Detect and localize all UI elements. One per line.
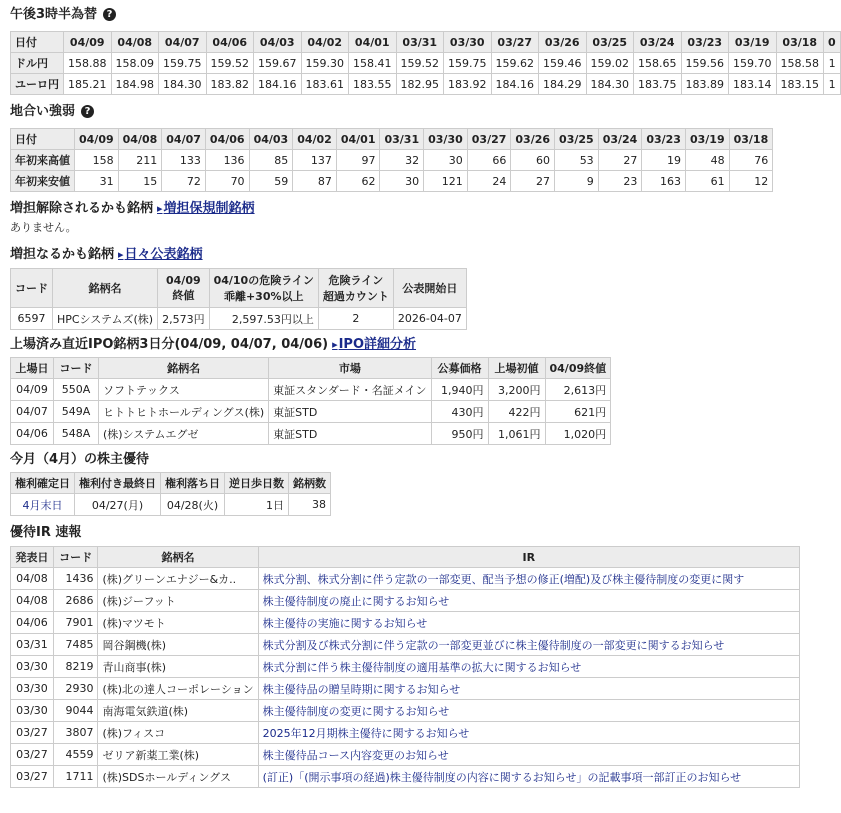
cell-value: 59 (249, 171, 293, 192)
margin-add-title: 増担なるかも銘柄▸ 日々公表銘柄 (10, 246, 770, 264)
date-header: 04/09 (75, 129, 119, 150)
column-header: 銘柄名 (98, 547, 258, 568)
cell-value: 133 (162, 150, 206, 171)
cell-value: 24 (467, 171, 511, 192)
table-row (11, 744, 800, 766)
cell-value: 03/31 (11, 634, 54, 656)
ipo-title: 上場済み直近IPO銘柄3日分(04/09, 04/07, 04/06)▸ IPO詳細分析 (10, 336, 770, 354)
ir-link[interactable]: 株主優待制度の廃止に関するお知らせ (258, 590, 799, 612)
cell-value: 184.16 (491, 74, 539, 95)
header-row (11, 547, 800, 568)
header-row (11, 269, 467, 308)
cell-value: 76 (729, 150, 773, 171)
table-row (11, 401, 611, 423)
cell-value: 1436 (53, 568, 98, 590)
column-header: IR (258, 547, 799, 568)
cell-value: 184.98 (111, 74, 159, 95)
cell-value: 1711 (53, 766, 98, 788)
cell-value: 19 (642, 150, 686, 171)
table-row (11, 700, 800, 722)
column-header: 権利付き最終日 (75, 473, 161, 494)
ir-link[interactable]: 株式分割及び株式分割に伴う定款の一部変更並びに株主優待制度の一部変更に関するお知らせ (258, 634, 799, 656)
cell-value: 27 (511, 171, 555, 192)
cell-value: 182.95 (396, 74, 444, 95)
row-header-date: 日付 (11, 129, 75, 150)
cell-value: 3807 (53, 722, 98, 744)
cell-value: 1 (824, 53, 841, 74)
cell-value[interactable]: HPCシステムズ(株) (53, 308, 158, 330)
yutai-title: 今月（4月）の株主優待 (10, 452, 150, 467)
cell-value[interactable]: (株)システムエグゼ (99, 423, 269, 445)
cell-value[interactable]: 岡谷鋼機(株) (98, 634, 258, 656)
cell-value: 184.30 (586, 74, 634, 95)
column-header: 公表開始日 (393, 269, 466, 308)
ir-link[interactable]: 株主優待品コース内容変更のお知らせ (258, 744, 799, 766)
ir-link[interactable]: (訂正)「(開示事項の経過)株主優待制度の内容に関するお知らせ」の記載事項一部訂正のお知らせ (258, 766, 799, 788)
cell-value: 03/30 (11, 700, 54, 722)
cell-value: 183.92 (444, 74, 492, 95)
cell-value: 27 (598, 150, 642, 171)
cell-value: 7901 (53, 612, 98, 634)
ipo-analysis-link[interactable]: ▸ IPO詳細分析 (332, 337, 416, 352)
cell-value: 184.29 (539, 74, 587, 95)
date-header: 03/31 (380, 129, 424, 150)
cell-value: 61 (685, 171, 729, 192)
cell-value: 53 (555, 150, 599, 171)
table-row (11, 656, 800, 678)
cell-value: 1,940円 (431, 379, 488, 401)
date-header: 03/30 (424, 129, 468, 150)
cell-value: 3,200円 (488, 379, 545, 401)
cell-value: 04/09 (11, 379, 54, 401)
cell-value: 1日 (225, 494, 289, 516)
cell-value: 183.14 (729, 74, 777, 95)
cell-value: 04/27(月) (75, 494, 161, 516)
cell-value[interactable]: 4月末日 (11, 494, 75, 516)
cell-value: 183.89 (681, 74, 729, 95)
column-header: 危険ライン 超過カウント (318, 269, 393, 308)
date-header: 03/27 (467, 129, 511, 150)
table-row (11, 308, 467, 330)
cell-value: 31 (75, 171, 119, 192)
cell-value: 東証STD (269, 401, 431, 423)
date-header: 0 (824, 32, 841, 53)
row-label: ユーロ円 (11, 74, 64, 95)
column-header: 銘柄名 (99, 358, 269, 379)
yutai-table (10, 472, 331, 516)
fx-table (10, 31, 841, 95)
date-header: 04/08 (118, 129, 162, 150)
fx-section-title: 午後3時半為替 ? (10, 6, 770, 24)
cell-value: 430円 (431, 401, 488, 423)
cell-value: 184.30 (159, 74, 207, 95)
cell-value: 183.82 (206, 74, 254, 95)
table-row (11, 171, 773, 192)
cell-value[interactable]: (株)SDSホールディングス (98, 766, 258, 788)
date-header: 04/02 (301, 32, 349, 53)
date-header: 03/18 (729, 129, 773, 150)
cell-value: 158.41 (349, 53, 397, 74)
cell-value[interactable]: (株)マツモト (98, 612, 258, 634)
cell-value: 159.46 (539, 53, 587, 74)
cell-value: 04/07 (11, 401, 54, 423)
cell-value: 04/08 (11, 590, 54, 612)
cell-value: 422円 (488, 401, 545, 423)
strength-section-title: 地合い強弱 ? (10, 103, 770, 121)
margin-release-empty: ありません。 (10, 221, 77, 234)
cell-value: 38 (289, 494, 331, 516)
table-row (11, 678, 800, 700)
ir-link[interactable]: 株式分割、株式分割に伴う定款の一部変更、配当予想の修正(増配)及び株主優待制度の変更に関す (258, 568, 799, 590)
date-header: 03/26 (539, 32, 587, 53)
table-row (11, 494, 331, 516)
cell-value: 03/27 (11, 744, 54, 766)
date-header: 03/19 (729, 32, 777, 53)
column-header: 04/10の危険ライン 乖離+30%以上 (209, 269, 318, 308)
date-header: 04/01 (349, 32, 397, 53)
cell-value: 60 (511, 150, 555, 171)
table-row (11, 379, 611, 401)
cell-value: 2026-04-07 (393, 308, 466, 330)
cell-value: 85 (249, 150, 293, 171)
cell-value: 70 (205, 171, 249, 192)
cell-value[interactable]: (株)グリーンエナジー&カ.. (98, 568, 258, 590)
cell-value: 159.67 (254, 53, 302, 74)
cell-value: 159.52 (396, 53, 444, 74)
date-header: 03/24 (598, 129, 642, 150)
cell-value: 30 (424, 150, 468, 171)
header-row (11, 32, 841, 53)
column-header: 銘柄数 (289, 473, 331, 494)
cell-value: 87 (293, 171, 337, 192)
cell-value: 1,020円 (545, 423, 611, 445)
cell-value: 549A (54, 401, 99, 423)
ipo-table (10, 357, 611, 445)
cell-value: 184.16 (254, 74, 302, 95)
date-header: 04/06 (205, 129, 249, 150)
cell-value: 72 (162, 171, 206, 192)
date-header: 04/07 (159, 32, 207, 53)
date-header: 03/23 (681, 32, 729, 53)
daily-announce-link[interactable]: ▸ 日々公表銘柄 (118, 247, 203, 262)
cell-value: 621円 (545, 401, 611, 423)
strength-table-wrap (10, 128, 769, 192)
date-header: 03/25 (586, 32, 634, 53)
cell-value: 1 (824, 74, 841, 95)
ir-table (10, 546, 800, 788)
cell-value: 137 (293, 150, 337, 171)
table-row (11, 634, 800, 656)
cell-value: 548A (54, 423, 99, 445)
cell-value: 158.65 (634, 53, 682, 74)
cell-value: 159.75 (444, 53, 492, 74)
date-header: 04/03 (254, 32, 302, 53)
cell-value: 30 (380, 171, 424, 192)
table-row (11, 150, 773, 171)
cell-value[interactable]: (株)ジーフット (98, 590, 258, 612)
cell-value: 48 (685, 150, 729, 171)
cell-value: 7485 (53, 634, 98, 656)
table-row (11, 590, 800, 612)
cell-value: 163 (642, 171, 686, 192)
date-header: 04/07 (162, 129, 206, 150)
column-header: 04/09 終値 (158, 269, 210, 308)
cell-value: 4559 (53, 744, 98, 766)
cell-value: 6597 (11, 308, 53, 330)
cell-value[interactable]: (株)北の達人コーポレーション (98, 678, 258, 700)
column-header: 逆日歩日数 (225, 473, 289, 494)
cell-value: 159.02 (586, 53, 634, 74)
column-header: 発表日 (11, 547, 54, 568)
column-header: 市場 (269, 358, 431, 379)
date-header: 04/06 (206, 32, 254, 53)
table-row (11, 722, 800, 744)
cell-value: 8219 (53, 656, 98, 678)
column-header: 上場初値 (488, 358, 545, 379)
cell-value: 158.88 (64, 53, 112, 74)
help-icon[interactable]: ? (81, 105, 94, 118)
strength-table (10, 128, 773, 192)
date-header: 03/26 (511, 129, 555, 150)
cell-value: 東証STD (269, 423, 431, 445)
cell-value: 159.70 (729, 53, 777, 74)
ir-link[interactable]: 株主優待の実施に関するお知らせ (258, 612, 799, 634)
cell-value: 66 (467, 150, 511, 171)
cell-value: 1,061円 (488, 423, 545, 445)
column-header: 04/09終値 (545, 358, 611, 379)
date-header: 04/01 (336, 129, 380, 150)
column-header: コード (54, 358, 99, 379)
date-header: 04/08 (111, 32, 159, 53)
table-row (11, 74, 841, 95)
row-header-date: 日付 (11, 32, 64, 53)
header-row (11, 129, 773, 150)
row-label: 年初来高値 (11, 150, 75, 171)
fx-table-wrap (10, 31, 836, 95)
date-header: 03/27 (491, 32, 539, 53)
cell-value: 183.61 (301, 74, 349, 95)
date-header: 03/24 (634, 32, 682, 53)
column-header: 公募価格 (431, 358, 488, 379)
cell-value[interactable]: ソフトテックス (99, 379, 269, 401)
date-header: 03/31 (396, 32, 444, 53)
column-header: 銘柄名 (53, 269, 158, 308)
cell-value[interactable]: ゼリア新薬工業(株) (98, 744, 258, 766)
date-header: 04/09 (64, 32, 112, 53)
cell-value: 15 (118, 171, 162, 192)
cell-value: 550A (54, 379, 99, 401)
column-header: 上場日 (11, 358, 54, 379)
margin-release-title: 増担解除されるかも銘柄▸ 増担保規制銘柄 (10, 200, 770, 218)
cell-value: 23 (598, 171, 642, 192)
ir-table-wrap (10, 546, 753, 788)
date-header: 03/18 (776, 32, 824, 53)
cell-value: 2,573円 (158, 308, 210, 330)
cell-value: 12 (729, 171, 773, 192)
column-header: 権利確定日 (11, 473, 75, 494)
ir-link[interactable]: 株主優待制度の変更に関するお知らせ (258, 700, 799, 722)
date-header: 04/02 (293, 129, 337, 150)
margin-regulation-link[interactable]: ▸ 増担保規制銘柄 (157, 201, 255, 216)
cell-value: 03/27 (11, 722, 54, 744)
cell-value: 9044 (53, 700, 98, 722)
cell-value: 159.62 (491, 53, 539, 74)
header-row (11, 473, 331, 494)
cell-value: 04/06 (11, 612, 54, 634)
row-label: ドル円 (11, 53, 64, 74)
cell-value: 183.55 (349, 74, 397, 95)
cell-value: 2,613円 (545, 379, 611, 401)
cell-value[interactable]: 南海電気鉄道(株) (98, 700, 258, 722)
cell-value: 159.75 (159, 53, 207, 74)
cell-value: 158 (75, 150, 119, 171)
cell-value: 2686 (53, 590, 98, 612)
table-row (11, 568, 800, 590)
page-content (10, 0, 836, 788)
margin-add-table (10, 268, 467, 330)
cell-value: 2,597.53円以上 (209, 308, 318, 330)
ir-link[interactable]: 2025年12月期株主優待に関するお知らせ (258, 722, 799, 744)
date-header: 03/19 (685, 129, 729, 150)
cell-value: 04/08 (11, 568, 54, 590)
cell-value: 東証スタンダード・名証メイン (269, 379, 431, 401)
cell-value: 2930 (53, 678, 98, 700)
cell-value: 158.58 (776, 53, 824, 74)
cell-value: 211 (118, 150, 162, 171)
cell-value[interactable]: (株)フィスコ (98, 722, 258, 744)
table-row (11, 53, 841, 74)
date-header: 04/03 (249, 129, 293, 150)
cell-value: 183.15 (776, 74, 824, 95)
column-header: 権利落ち日 (161, 473, 225, 494)
cell-value: 2 (318, 308, 393, 330)
cell-value: 159.30 (301, 53, 349, 74)
ir-title: 優待IR 速報 (10, 525, 82, 540)
row-label: 年初来安値 (11, 171, 75, 192)
date-header: 03/30 (444, 32, 492, 53)
cell-value: 136 (205, 150, 249, 171)
table-row (11, 423, 611, 445)
column-header: コード (53, 547, 98, 568)
ir-link[interactable]: 株式分割に伴う株主優待制度の適用基準の拡大に関するお知らせ (258, 656, 799, 678)
help-icon[interactable]: ? (103, 8, 116, 21)
cell-value: 950円 (431, 423, 488, 445)
cell-value: 04/28(火) (161, 494, 225, 516)
ir-link[interactable]: 株主優待品の贈呈時期に関するお知らせ (258, 678, 799, 700)
cell-value: 121 (424, 171, 468, 192)
header-row (11, 358, 611, 379)
cell-value[interactable]: 青山商事(株) (98, 656, 258, 678)
cell-value: 32 (380, 150, 424, 171)
cell-value: 159.56 (681, 53, 729, 74)
table-row (11, 766, 800, 788)
column-header: コード (11, 269, 53, 308)
cell-value: 03/30 (11, 678, 54, 700)
cell-value: 183.75 (634, 74, 682, 95)
cell-value: 04/06 (11, 423, 54, 445)
table-row (11, 612, 800, 634)
cell-value[interactable]: ヒトトヒトホールディングス(株) (99, 401, 269, 423)
cell-value: 159.52 (206, 53, 254, 74)
cell-value: 97 (336, 150, 380, 171)
date-header: 03/25 (555, 129, 599, 150)
cell-value: 9 (555, 171, 599, 192)
cell-value: 03/27 (11, 766, 54, 788)
date-header: 03/23 (642, 129, 686, 150)
cell-value: 185.21 (64, 74, 112, 95)
cell-value: 62 (336, 171, 380, 192)
cell-value: 158.09 (111, 53, 159, 74)
cell-value: 03/30 (11, 656, 54, 678)
